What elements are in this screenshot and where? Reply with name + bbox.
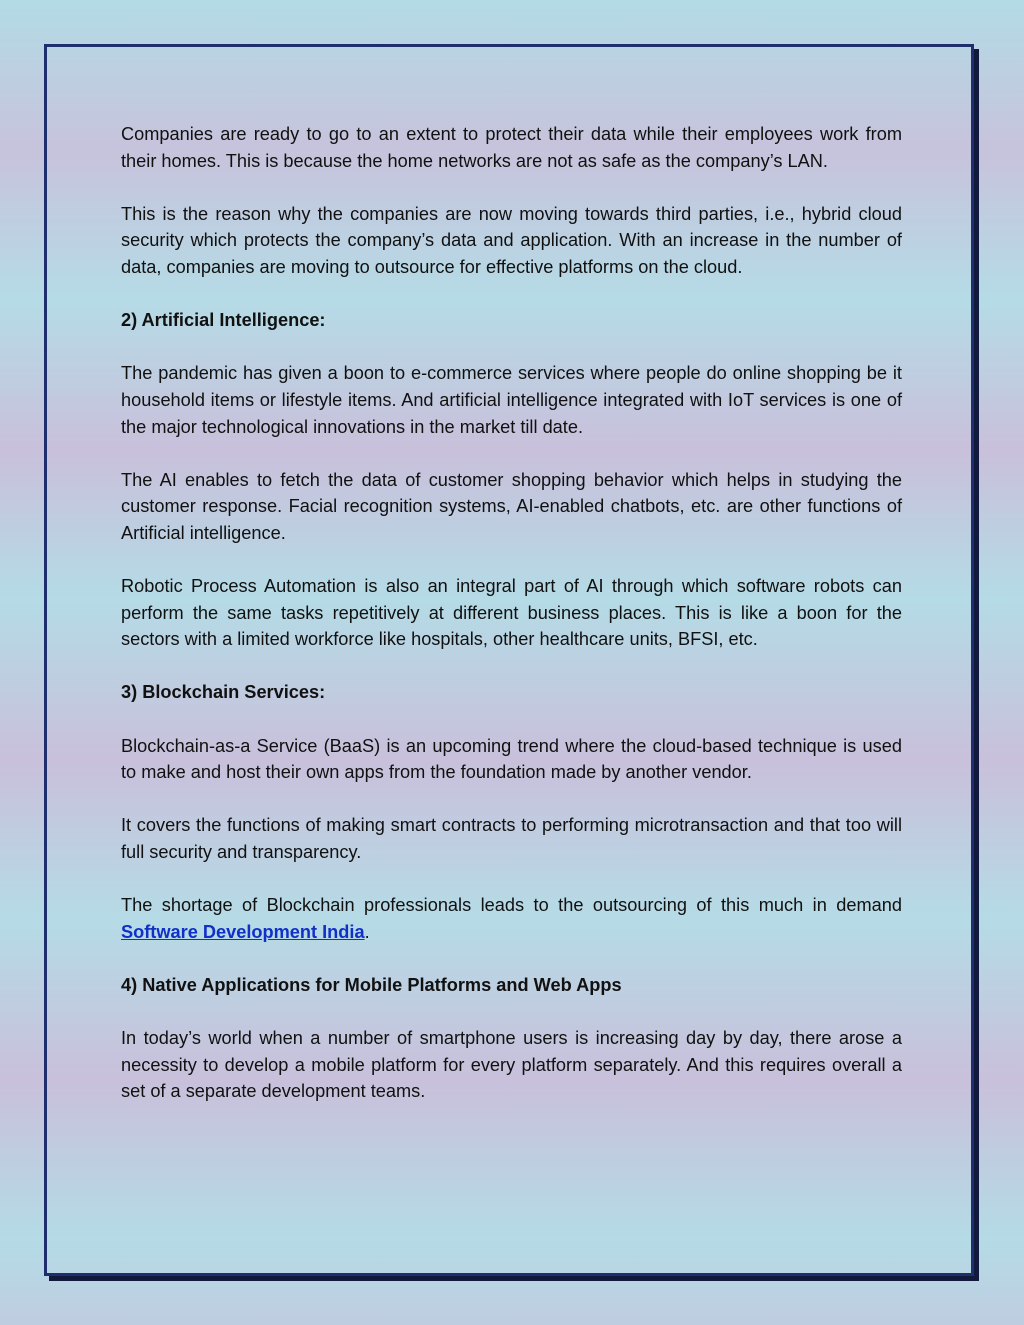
paragraph-with-link	[121, 892, 902, 945]
paragraph-text: The shortage of Blockchain professionals leads to the outsourcing of this much in demand	[121, 895, 902, 916]
paragraph: This is the reason why the companies are now moving towards third parties, i.e., hybrid cloud security which protects the company’s data and application. With an increase in the number of data, companies are moving to outsource for effective platforms on the cloud.	[121, 203, 902, 277]
section-heading-native-applications: 4) Native Applications for Mobile Platforms and Web Apps	[121, 975, 622, 995]
section-heading-blockchain-services: 3) Blockchain Services:	[121, 682, 326, 703]
paragraph: It covers the functions of making smart contracts to performing microtransaction and that too will full security and transparency.	[121, 815, 902, 863]
paragraph: Companies are ready to go to an extent to protect their data while their employees work from their homes. This is because the home networks are not as safe as the company’s LAN.	[121, 124, 902, 171]
paragraph: The pandemic has given a boon to e-commerce services where people do online shopping be it household items or lifestyle items. And artificial intelligence integrated with IoT services is one of the major technological innovations in the market till date.	[121, 363, 902, 437]
paragraph-text: .	[364, 921, 370, 942]
paragraph: The AI enables to fetch the data of customer shopping behavior which helps in studying the customer response. Facial recognition systems, AI-enabled chatbots, etc. are other functions of Artificial intelligence.	[121, 469, 902, 543]
paragraph: Blockchain-as-a Service (BaaS) is an upcoming trend where the cloud-based technique is used to make and host their own apps from the foundation made by another vendor.	[121, 735, 902, 783]
paragraph: In today’s world when a number of smartphone users is increasing day by day, there arose a necessity to develop a mobile platform for every platform separately. And this requires overall a set of a separate development teams.	[121, 1028, 902, 1102]
document-body	[121, 121, 902, 1132]
paragraph: Robotic Process Automation is also an integral part of AI through which software robots can perform the same tasks repetitively at different business places. This is like a boon for the sectors with a limited workforce like hospitals, other healthcare units, BFSI, etc.	[121, 576, 902, 650]
section-heading-artificial-intelligence: 2) Artificial Intelligence:	[121, 310, 326, 331]
software-development-india-link[interactable]: Software Development India	[121, 921, 365, 942]
